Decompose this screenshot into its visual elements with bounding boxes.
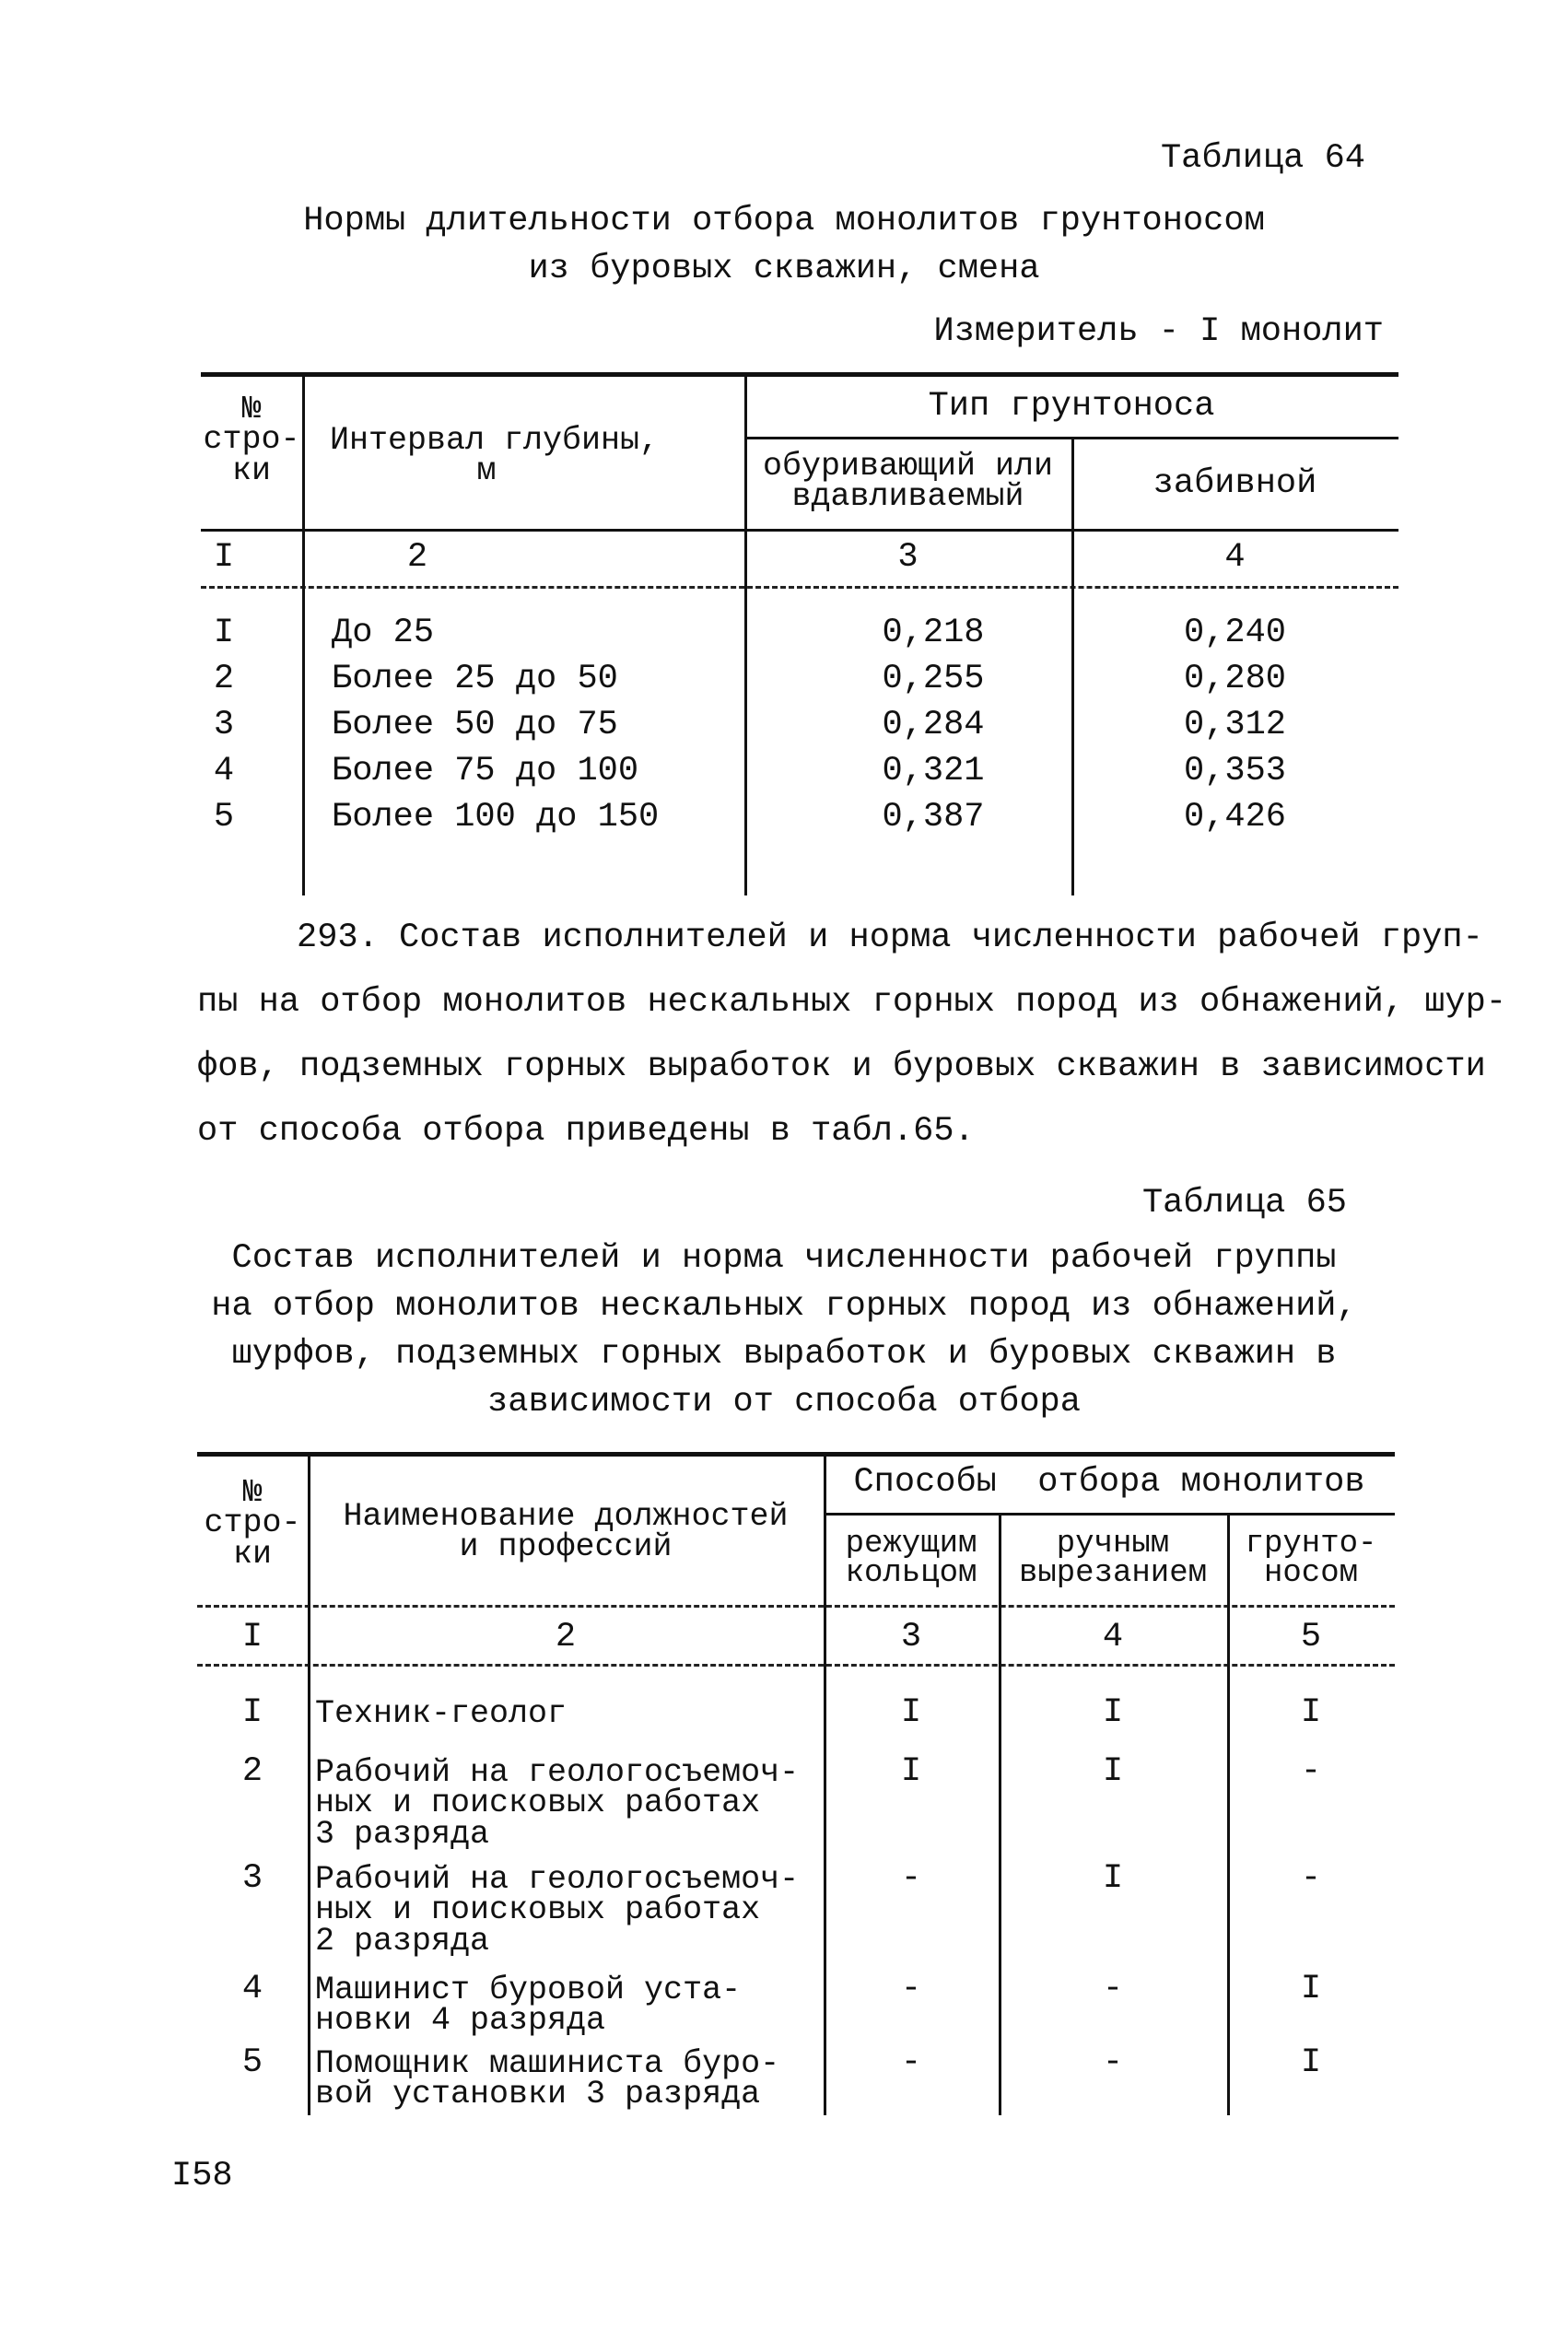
table64-colnum-4: 4: [1224, 538, 1246, 577]
table65-vline-4: [1227, 1513, 1230, 2115]
table65-row5-name: [315, 2045, 780, 2113]
header-num-line1: №: [241, 391, 262, 427]
page-number: I58: [171, 2157, 233, 2195]
row2-name-line2: ных и поисковых работах: [315, 1785, 761, 1822]
table65-header-col3: [824, 1527, 999, 1592]
table64-title-line1: Нормы длительности отбора монолитов грунтоносом: [303, 202, 1265, 240]
table65-row1-c3: I: [900, 1693, 922, 1732]
table65-row3-name: [315, 1861, 800, 1960]
table64-row5-v1: 0,387: [882, 798, 985, 837]
table65-row2-c5: -: [1300, 1752, 1322, 1791]
table64-row1-interval: До 25: [332, 614, 435, 652]
table64-row3-interval: Более 50 до 75: [332, 706, 618, 744]
header-col3-line1: обуривающий или: [762, 448, 1054, 485]
table64-row4-num: 4: [213, 752, 235, 790]
row3-name-line2: ных и поисковых работах: [315, 1891, 761, 1929]
table65-row2-c3: I: [900, 1752, 922, 1791]
table64-header-type-group: Тип грунтоноса: [928, 387, 1215, 426]
table65-row4-c5: I: [1300, 1970, 1322, 2008]
table64-row5-interval: Более 100 до 150: [332, 798, 660, 837]
table65-row1-name: [315, 1695, 568, 1732]
table65-row4-c4: -: [1102, 1970, 1124, 2008]
table65-row3-num: 3: [241, 1859, 263, 1898]
header-num-line2: стро-: [204, 1504, 301, 1542]
header-num-line1: №: [242, 1474, 263, 1511]
paragraph-line1: 293. Состав исполнителей и норма численности рабочей груп-: [297, 919, 1483, 957]
table65-colnum-4: 4: [1102, 1618, 1124, 1656]
table65-header-name: [308, 1498, 824, 1566]
table64-row1-v2: 0,240: [1183, 614, 1287, 652]
row1-name-line1: Техник-геолог: [315, 1695, 568, 1732]
table65-row4-num: 4: [241, 1970, 263, 2008]
table65-colnum-3: 3: [900, 1618, 922, 1656]
table64-row2-interval: Более 25 до 50: [332, 660, 618, 698]
table64-row3-v1: 0,284: [882, 706, 985, 744]
row2-name-line3: 3 разряда: [315, 1815, 490, 1853]
table64-label: Таблица 64: [1160, 139, 1365, 178]
row5-name-line1: Помощник машиниста буро-: [315, 2045, 780, 2082]
row4-name-line2: новки 4 разряда: [315, 2002, 606, 2040]
header-col4-line2: вырезанием: [1018, 1556, 1208, 1592]
row2-name-line1: Рабочий на геологосъемоч-: [315, 1754, 800, 1791]
row4-name-line1: Машинист буровой уста-: [315, 1972, 742, 2008]
table64-row5-v2: 0,426: [1183, 798, 1287, 837]
table64-unit: Измеритель - I монолит: [933, 312, 1384, 351]
table65-top-rule: [197, 1452, 1395, 1457]
header-col3-line1: режущим: [845, 1527, 977, 1562]
row3-name-line1: Рабочий на геологосъемоч-: [315, 1861, 800, 1898]
table65-colnum-2: 2: [555, 1618, 577, 1656]
header-col3-line2: кольцом: [845, 1556, 977, 1592]
table64-row2-v1: 0,255: [882, 660, 985, 698]
row3-name-line3: 2 разряда: [315, 1922, 490, 1960]
table65-colnum-1: I: [241, 1618, 263, 1656]
paragraph-line4: от способа отбора приведены в табл.65.: [197, 1112, 975, 1151]
table65-colnum-rule: [197, 1664, 1395, 1667]
table65-row5-num: 5: [241, 2043, 263, 2082]
table65-title-line3: шурфов, подземных горных выработок и буровых скважин в: [231, 1335, 1337, 1374]
table65-header-col5: [1227, 1527, 1395, 1592]
header-col3-line2: вдавливаемый: [791, 478, 1024, 516]
table64-row4-v1: 0,321: [882, 752, 985, 790]
table64-header-col3: [744, 448, 1071, 516]
table65-title-line1: Состав исполнителей и норма численности рабочей группы: [231, 1239, 1337, 1278]
table65-header-rule: [197, 1605, 1395, 1608]
table65-vline-3: [999, 1513, 1001, 2115]
table65-colnum-5: 5: [1300, 1618, 1322, 1656]
header-name-line2: и профессий: [459, 1528, 673, 1566]
table64-row2-v2: 0,280: [1183, 660, 1287, 698]
table64-colnum-rule: [201, 586, 1398, 589]
table65-row4-c3: -: [900, 1970, 922, 2008]
table64-colnum-2: 2: [406, 538, 428, 577]
table65-row2-name: [315, 1754, 800, 1853]
table64-header-interval: [330, 422, 735, 490]
paragraph-line3: фов, подземных горных выработок и буровых скважин в зависимости: [197, 1047, 1486, 1086]
table65-header-num: [197, 1474, 308, 1573]
table65-row5-c3: -: [900, 2043, 922, 2082]
header-col5-line2: носом: [1263, 1556, 1359, 1592]
table64-row5-num: 5: [213, 798, 235, 837]
header-interval-line1: Интервал глубины,: [330, 422, 660, 459]
header-col4-line1: ручным: [1056, 1527, 1170, 1562]
table64-header-num: [201, 391, 302, 489]
table64-top-rule: [201, 372, 1398, 377]
table64-title-line2: из буровых скважин, смена: [528, 250, 1040, 288]
table64-header-col4: забивной: [1153, 464, 1317, 503]
table64-row2-num: 2: [213, 660, 235, 698]
table64-row3-v2: 0,312: [1183, 706, 1287, 744]
table64: [201, 372, 1398, 895]
table64-row1-v1: 0,218: [882, 614, 985, 652]
table65-row3-c5: -: [1300, 1859, 1322, 1898]
table64-row4-v2: 0,353: [1183, 752, 1287, 790]
header-interval-line2: м: [476, 452, 497, 490]
table65-title-line4: зависимости от способа отбора: [487, 1383, 1081, 1422]
table65-row5-c5: I: [1300, 2043, 1322, 2082]
table64-row4-interval: Более 75 до 100: [332, 752, 639, 790]
paragraph-line2: пы на отбор монолитов нескальных горных пород из обнажений, шур-: [197, 983, 1507, 1022]
table65-label: Таблица 65: [1141, 1184, 1347, 1223]
table64-colnum-3: 3: [897, 538, 919, 577]
table65: [197, 1452, 1395, 2115]
table65-row1-num: I: [241, 1693, 263, 1732]
table64-vline-1: [302, 372, 305, 895]
table65-row3-c3: -: [900, 1859, 922, 1898]
table64-colnum-1: I: [213, 538, 235, 577]
table65-row5-c4: -: [1102, 2043, 1124, 2082]
table65-row2-num: 2: [241, 1752, 263, 1791]
table65-group-rule: [824, 1513, 1395, 1516]
table65-row4-name: [315, 1972, 742, 2040]
table64-header-rule: [201, 529, 1398, 532]
table65-row3-c4: I: [1102, 1859, 1124, 1898]
header-num-line2: стро-: [203, 421, 300, 459]
header-col5-line1: грунто-: [1245, 1527, 1377, 1562]
table65-row1-c5: I: [1300, 1693, 1322, 1732]
table65-title-line2: на отбор монолитов нескальных горных пород из обнажений,: [211, 1287, 1357, 1326]
row5-name-line2: вой установки 3 разряда: [315, 2076, 761, 2113]
header-name-line1: Наименование должностей: [343, 1498, 789, 1535]
header-num-line3: ки: [232, 1535, 272, 1573]
table65-header-col4: [999, 1527, 1227, 1592]
header-num-line3: ки: [231, 451, 271, 489]
table64-row3-num: 3: [213, 706, 235, 744]
table65-row1-c4: I: [1102, 1693, 1124, 1732]
table65-row2-c4: I: [1102, 1752, 1124, 1791]
table65-header-method-group: Способы отбора монолитов: [853, 1463, 1365, 1502]
table64-row1-num: I: [213, 614, 235, 652]
